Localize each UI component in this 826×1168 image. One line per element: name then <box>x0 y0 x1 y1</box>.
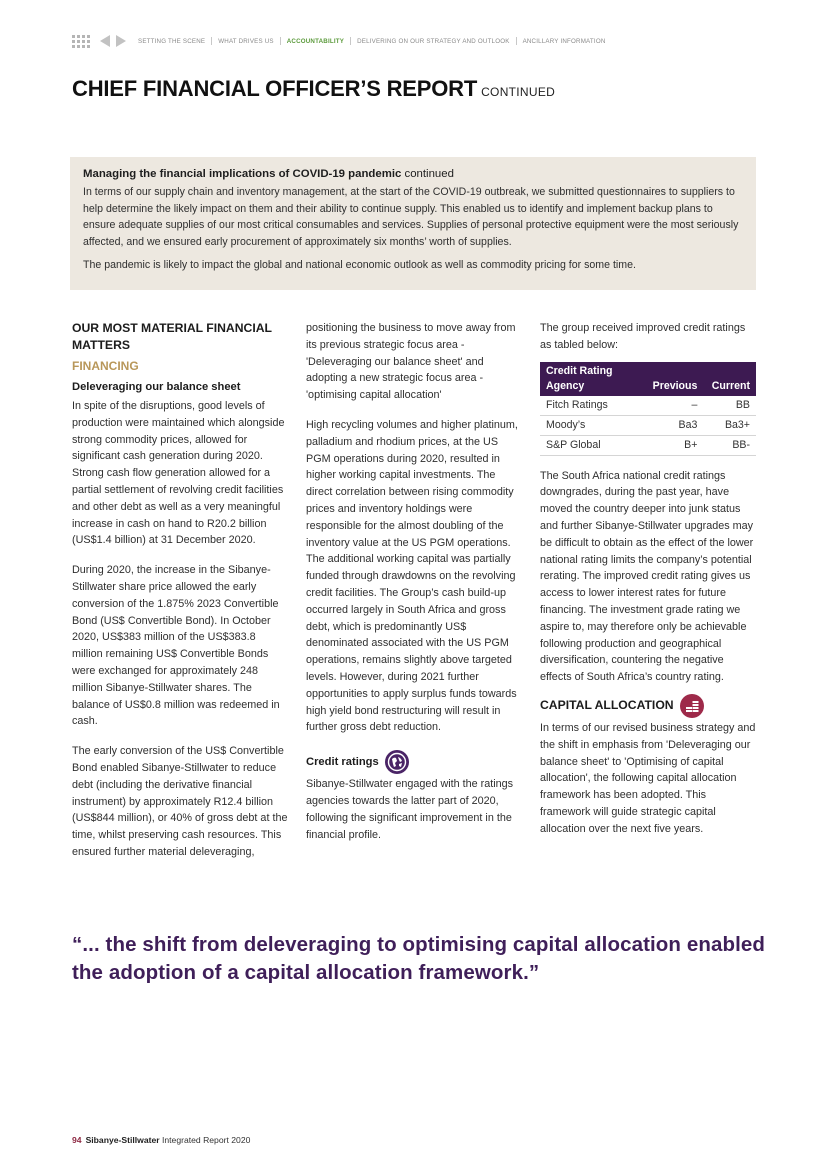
nav-item-delivering-on-strategy[interactable]: DELIVERING ON OUR STRATEGY AND OUTLOOK <box>357 37 510 45</box>
sub-heading-financing: FINANCING <box>72 359 139 373</box>
globe-icon <box>385 750 409 774</box>
table-cell-agency: Fitch Ratings <box>540 396 644 416</box>
table-row <box>540 435 756 455</box>
nav-item-setting-the-scene[interactable]: SETTING THE SCENE <box>138 37 206 45</box>
credit-ratings-heading-row <box>306 750 522 774</box>
nav-item-accountability[interactable]: ACCOUNTABILITY <box>286 37 345 45</box>
table-cell-agency: Moody’s <box>540 415 644 435</box>
table-header-row <box>540 362 756 396</box>
heading-capital-allocation: CAPITAL ALLOCATION <box>540 698 674 713</box>
table-header-agency: Credit Rating Agency <box>540 362 644 396</box>
table-cell-previous: – <box>644 396 703 416</box>
nav-divider <box>350 37 351 45</box>
pull-quote: “... the shift from deleveraging to optimising capital allocation enabled the adoption of a capital allocation framework.” <box>72 933 766 984</box>
covid-box-heading-main: Managing the financial implications of COVID-19 pandemic <box>83 168 402 180</box>
nav-item-what-drives-us[interactable]: WHAT DRIVES US <box>218 37 274 45</box>
page-footer <box>72 1135 250 1145</box>
column-3 <box>540 320 758 851</box>
page-number: 94 <box>72 1135 82 1145</box>
column-2 <box>306 320 522 856</box>
covid-box-heading-suffix: continued <box>404 168 454 180</box>
capital-allocation-heading-row <box>540 694 758 718</box>
page-title-main: CHIEF FINANCIAL OFFICER’S REPORT <box>72 76 478 101</box>
table-row <box>540 415 756 435</box>
grid-menu-icon[interactable] <box>72 35 90 48</box>
top-navigation <box>72 34 606 48</box>
table-cell-current: BB- <box>703 435 756 455</box>
table-header-current: Current <box>703 362 756 396</box>
table-header-previous: Previous <box>644 362 703 396</box>
coins-icon <box>680 694 704 718</box>
section-heading-material-financial-matters: OUR MOST MATERIAL FINANCIAL MATTERS <box>72 321 272 352</box>
col2-paragraph-1: positioning the business to move away from its previous strategic focus area - 'Deleveraging our balance sheet' and adopting a new strategic focus area - 'optimising capital allocation' <box>306 322 516 402</box>
covid-box-heading <box>83 168 743 180</box>
next-page-icon[interactable] <box>116 35 126 47</box>
page-title <box>72 76 555 102</box>
covid-box-paragraph-1: In terms of our supply chain and inventory management, at the start of the COVID-19 outbreak, we submitted questionnaires to suppliers to help determine the likely impact on them and their ability to continue supply. This enabled us to identify and implement backup plans to ensure adequate supplies of our most critical consumables and services. Supplies of personal protective equipment were the most seriously affected, and we ensured early procurement of approximately six months’ worth of supplies. <box>83 186 739 248</box>
col3-intro: The group received improved credit ratings as tabled below: <box>540 322 746 351</box>
table-row <box>540 396 756 416</box>
heading-deleveraging: Deleveraging our balance sheet <box>72 381 241 393</box>
table-cell-previous: B+ <box>644 435 703 455</box>
col2-paragraph-2: High recycling volumes and higher platinum, palladium and rhodium prices, at the US PGM operations during 2020, resulted in higher working capital investments. The direct correlation between rising commodity prices and inventory holdings were responsible for the almost doubling of the inventory value at the US PGM operations. The additional working capital was partially funded through drawdowns on the revolving credit facilities. The Group’s cash build-up occurred largely in South Africa and gross debt, which is predominantly US$ denominated associated with the US PGM operations, remains slightly above targeted levels. However, during 2021 further opportunities to apply surplus funds towards high yield bond restructuring will result in further gross debt reduction. <box>306 418 518 734</box>
column-1 <box>72 320 288 874</box>
col1-paragraph-1: In spite of the disruptions, good levels of production were maintained which alongside strong commodity prices, allowed for significant cash generation during 2020. Strong cash flow generation allowed for a partial settlement of revolving credit facilities and other debt as well as a very meaningful increase in cash on hand to R20.2 billion (US$1.4 billion) at 31 December 2020. <box>72 400 285 547</box>
covid-info-box <box>70 157 756 290</box>
col1-paragraph-2: During 2020, the increase in the Sibanye-Stillwater share price allowed the early conversion of the 1.875% 2023 Convertible Bond (US$ Convertible Bond). In October 2020, US$383 million of the US$383.8 million remaining US$ Convertible Bonds were exchanged for approximately 248 million Sibanye-Stillwater shares. The balance of US$0.8 million was redeemed in cash. <box>72 564 280 728</box>
nav-item-ancillary-information[interactable]: ANCILLARY INFORMATION <box>522 37 606 45</box>
page-title-suffix: CONTINUED <box>481 85 556 99</box>
footer-company: Sibanye-Stillwater <box>85 1135 160 1145</box>
credit-rating-table <box>540 362 756 456</box>
col3-paragraph-1: The South Africa national credit ratings downgrades, during the past year, have moved the country deeper into junk status and further Sibanye-Stillwater upgrades may be difficult to obtain as the effect of the lower national rating limits the company’s potential rerating. The improved credit rating gives us access to lower interest rates for future financing. The investment grade rating we aspire to, may therefore only be achievable following production and geographical diversification, countering the negative effects of South Africa’s country rating. <box>540 469 754 684</box>
previous-page-icon[interactable] <box>100 35 110 47</box>
table-cell-current: Ba3+ <box>703 415 756 435</box>
covid-box-paragraph-2: The pandemic is likely to impact the global and national economic outlook as well as commodity pricing for some time. <box>83 259 636 272</box>
nav-divider <box>211 37 212 45</box>
col1-paragraph-3: The early conversion of the US$ Convertible Bond enabled Sibanye-Stillwater to reduce debt (including the derivative financial instrument) by approximately R12.4 billion (US$844 million), or 40% of gross debt at the time, whilst preserving cash resources. This ensured further material deleveraging, <box>72 745 288 858</box>
table-cell-previous: Ba3 <box>644 415 703 435</box>
table-cell-current: BB <box>703 396 756 416</box>
heading-credit-ratings: Credit ratings <box>306 756 379 769</box>
nav-divider <box>280 37 281 45</box>
nav-divider <box>516 37 517 45</box>
footer-report-name: Integrated Report 2020 <box>161 1135 251 1145</box>
col2-paragraph-3: Sibanye-Stillwater engaged with the ratings agencies towards the latter part of 2020, following the significant improvement in the financial profile. <box>306 778 514 841</box>
col3-paragraph-2: In terms of our revised business strategy and the shift in emphasis from 'Deleveraging our balance sheet' to 'Optimising of capital allocation', the following capital allocation framework has been adopted. This framework will guide strategic capital allocation over the next five years. <box>540 721 756 835</box>
table-cell-agency: S&P Global <box>540 435 644 455</box>
